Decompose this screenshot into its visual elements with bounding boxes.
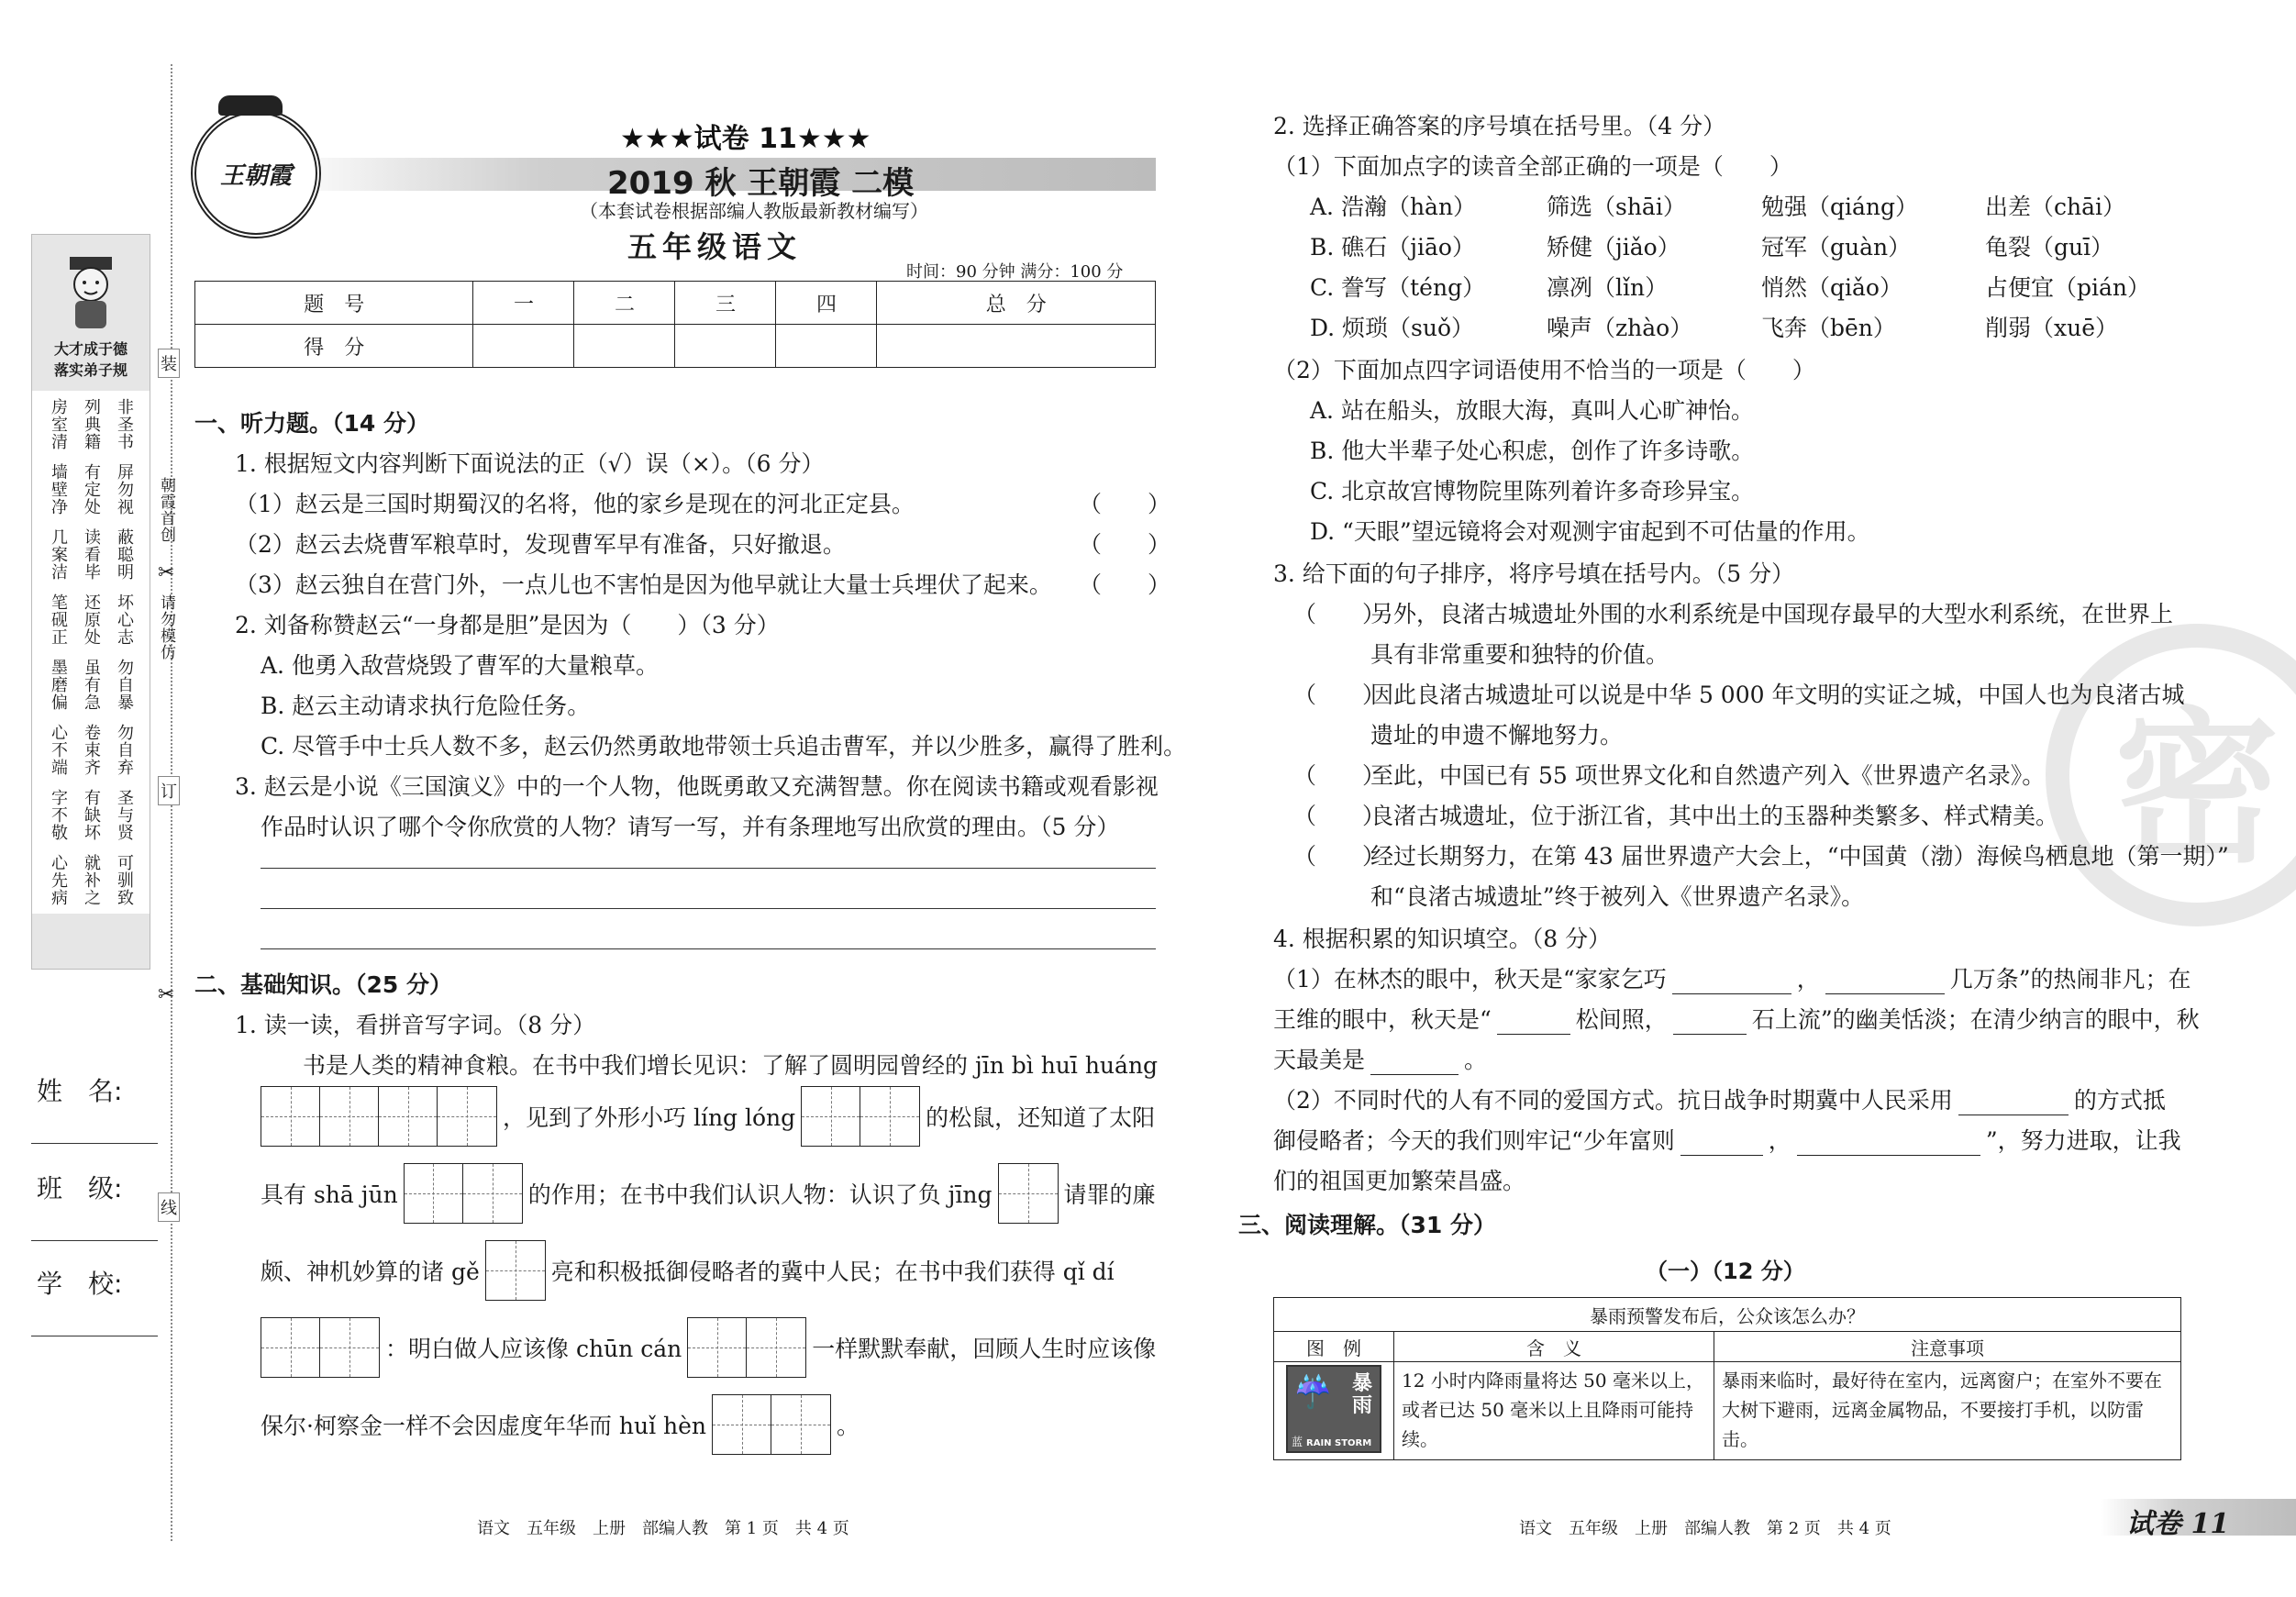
sentence-1-cont: 具有非常重要和独特的价值。 — [1370, 641, 1669, 668]
brand-logo — [191, 108, 321, 238]
motto-column: 读看毕 — [82, 528, 101, 581]
option-item: 悄然（qiǎo） — [1761, 274, 1902, 301]
fill-blank[interactable] — [1797, 1155, 1980, 1156]
sentence-5-cont: 和“良渚古城遗址”终于被列入《世界遗产名录》。 — [1370, 883, 1865, 910]
motto-column: 蔽聪明 — [115, 528, 134, 581]
scissors-icon: ✂ — [158, 561, 175, 584]
fill-text: ， — [1768, 1127, 1791, 1154]
tian-grid-2[interactable] — [801, 1086, 920, 1147]
fill-line: 们的祖国更加繁荣昌盛。 — [1273, 1168, 1526, 1194]
question-2: 2. 刘备称赞赵云“一身都是胆”是因为（ ）（3 分） — [235, 612, 780, 638]
icon-label-en: RAIN STORM — [1306, 1437, 1372, 1448]
fill-blank[interactable] — [1680, 1155, 1763, 1156]
motto-column: 有缺坏 — [82, 789, 101, 841]
writing-line[interactable] — [261, 948, 1156, 949]
option-a: A. 他勇入敌营烧毁了曹军的大量粮草。 — [261, 652, 659, 679]
option-item: 凛冽（lǐn） — [1547, 274, 1669, 301]
scissors-icon: ✂ — [158, 983, 175, 1006]
column-header: 含 义 — [1394, 1332, 1714, 1362]
scholar-cartoon — [59, 251, 123, 334]
order-paren[interactable]: （ ） — [1293, 601, 1386, 627]
motto-column: 可驯致 — [115, 854, 134, 906]
motto-column: 勿自弃 — [115, 724, 134, 776]
tian-grid-2[interactable] — [687, 1317, 806, 1378]
passage-text: 请罪的廉 — [1063, 1181, 1156, 1208]
score-table-row — [195, 282, 1156, 325]
motto-column: 几案洁 — [49, 528, 68, 581]
fill-text: 天最美是 — [1273, 1047, 1366, 1073]
motto-column: 列典籍 — [82, 398, 101, 450]
score-cell: 二 — [574, 282, 675, 325]
fill-text: 王维的眼中，秋天是“ — [1273, 1006, 1492, 1033]
answer-paren[interactable]: （ ） — [1079, 531, 1171, 558]
score-cell: 总 分 — [877, 282, 1156, 325]
passage-text: 亮和积极抵御侵略者的冀中人民；在书中我们获得 qǐ dí — [550, 1259, 1115, 1285]
motto-column: 坏心志 — [115, 593, 134, 646]
tian-grid-2[interactable] — [404, 1163, 523, 1224]
passage-text: 的作用；在书中我们认识人物：认识了负 jīng — [527, 1181, 993, 1208]
fill-line — [1273, 1002, 2200, 1035]
cloud-rain-icon: ☔ — [1293, 1373, 1333, 1411]
option-item: B. 礁石（jiāo） — [1310, 234, 1475, 261]
option-item: 筛选（shāi） — [1547, 194, 1686, 220]
option-item: A. 浩瀚（hàn） — [1310, 194, 1477, 220]
score-input-cell[interactable] — [877, 325, 1156, 368]
option-item: D. 烦琐（suǒ） — [1310, 315, 1475, 341]
reading-part-1: （一）（12 分） — [1646, 1259, 1805, 1284]
basic-question-1: 1. 读一读，看拼音写字词。（8 分） — [235, 1012, 596, 1038]
cartoon-caption: 落实弟子规 — [53, 361, 128, 379]
warning-table-header — [1274, 1332, 2181, 1362]
passage-text: 的松鼠，还知道了太阳 — [926, 1104, 1156, 1131]
option-b: B. 赵云主动请求执行危险任务。 — [261, 693, 591, 719]
sentence-2: 因此良渚古城遗址可以说是中华 5 000 年文明的实证之城，中国人也为良渚古城 — [1370, 682, 2185, 708]
sentence-5: 经过长期努力，在第 43 届世界遗产大会上，“中国黄（渤）海候鸟栖息地（第一期）” — [1370, 843, 2229, 870]
order-paren[interactable]: （ ） — [1293, 843, 1386, 870]
score-input-cell[interactable] — [776, 325, 877, 368]
fill-text: 几万条”的热闹非凡；在 — [1949, 966, 2191, 993]
watermark-char: 密 — [2113, 692, 2279, 885]
score-cell: 一 — [473, 282, 574, 325]
question-2: 2. 选择正确答案的序号填在括号里。（4 分） — [1273, 113, 1726, 139]
question-1-2: （2）赵云去烧曹军粮草时，发现曹军早有准备，只好撤退。 — [235, 531, 846, 558]
motto-column: 屏勿视 — [115, 463, 134, 516]
warning-table-row — [1274, 1362, 2181, 1460]
option-item: 冠军（guàn） — [1761, 234, 1912, 261]
icon-label-cn: 暴雨 — [1351, 1370, 1372, 1417]
warning-icon-cell — [1274, 1362, 1394, 1460]
paper-number: ★★★试卷 11★★★ — [620, 123, 871, 155]
fold-mark: 装 — [158, 349, 180, 378]
score-input-cell[interactable] — [473, 325, 574, 368]
sentence-3: 至此，中国已有 55 项世界文化和自然遗产列入《世界遗产名录》。 — [1370, 762, 2046, 789]
motto-grid — [32, 391, 150, 914]
passage-line — [261, 1317, 1156, 1378]
idiom-option-a: A. 站在船头，放眼大海，真叫人心旷神怡。 — [1310, 397, 1754, 424]
order-paren[interactable]: （ ） — [1293, 762, 1386, 789]
time-info: 时间：90 分钟 满分：100 分 — [906, 262, 1124, 282]
passage-text: 颇、神机妙算的诸 gě — [261, 1259, 480, 1285]
option-item: 噪声（zhào） — [1547, 315, 1693, 341]
fill-text: 松间照， — [1575, 1006, 1668, 1033]
warning-table-title-row — [1274, 1298, 2181, 1332]
score-cell: 三 — [675, 282, 776, 325]
page-footer-left: 语文 五年级 上册 部编人教 第 1 页 共 4 页 — [477, 1519, 849, 1538]
exam-title: 2019 秋 王朝霞 二模 — [607, 165, 915, 202]
section-1-title: 一、听力题。（14 分） — [194, 410, 429, 437]
idiom-option-d: D. “天眼”望远镜将会对观测宇宙起到不可估量的作用。 — [1310, 518, 1870, 545]
score-table — [194, 281, 1156, 368]
class-label: 班 级: — [37, 1173, 123, 1203]
fill-blank[interactable] — [1370, 1074, 1459, 1075]
fill-line — [1273, 1082, 2166, 1115]
motto-column: 心不端 — [49, 724, 68, 776]
passage-text: 保尔·柯察金一样不会因虚度年华而 huǐ hèn — [261, 1413, 707, 1439]
sentence-2-cont: 遗址的申遗不懈地努力。 — [1370, 722, 1624, 749]
score-cell: 得 分 — [195, 325, 473, 368]
option-item: 龟裂（guī） — [1985, 234, 2114, 261]
motto-column: 有定处 — [82, 463, 101, 516]
confidential-watermark — [2046, 624, 2296, 926]
motto-column: 墙壁净 — [49, 463, 68, 516]
idiom-option-c: C. 北京故宫博物院里陈列着许多奇珍异宝。 — [1310, 478, 1755, 505]
tian-grid-2[interactable] — [261, 1317, 380, 1378]
fill-text: 石上流”的幽美恬淡；在清少纳言的眼中，秋 — [1751, 1006, 2200, 1033]
sidebar-motto-panel — [31, 234, 150, 970]
tian-grid-1[interactable] — [998, 1163, 1059, 1224]
option-item: 矫健（jiǎo） — [1547, 234, 1680, 261]
order-paren[interactable]: （ ） — [1293, 803, 1386, 829]
rainstorm-warning-table — [1273, 1297, 2181, 1460]
passage-text: 。 — [837, 1413, 860, 1439]
motto-column: 房室清 — [49, 398, 68, 450]
passage-text: 具有 shā jūn — [261, 1181, 398, 1208]
score-cell: 题 号 — [195, 282, 473, 325]
fold-mark: 订 — [158, 776, 180, 805]
option-item: 出差（chāi） — [1985, 194, 2126, 220]
fill-line — [1273, 1042, 1487, 1075]
fill-line — [1273, 1123, 2181, 1156]
option-item: C. 誊写（téng） — [1310, 274, 1486, 301]
tian-grid-2[interactable] — [712, 1394, 831, 1455]
idiom-option-b: B. 他大半辈子处心积虑，创作了许多诗歌。 — [1310, 438, 1755, 464]
corner-paper-tag: 试卷 11 — [2126, 1508, 2230, 1540]
column-header: 注意事项 — [1714, 1332, 2181, 1362]
section-2-title: 二、基础知识。（25 分） — [194, 971, 452, 998]
sentence-1: 另外，良渚古城遗址外围的水利系统是中国现存最早的大型水利系统，在世界上 — [1370, 601, 2174, 627]
option-item: 占便宜（pián） — [1985, 274, 2151, 301]
passage-line: 书是人类的精神食粮。在书中我们增长见识：了解了圆明园曾经的 jīn bì huī huáng — [303, 1052, 1159, 1079]
option-item: 勉强（qiáng） — [1761, 194, 1919, 220]
score-cell: 四 — [776, 282, 877, 325]
motto-column: 勿自暴 — [115, 659, 134, 711]
option-item: 削弱（xuē） — [1985, 315, 2118, 341]
score-input-cell[interactable] — [574, 325, 675, 368]
motto-column: 墨磨偏 — [49, 659, 68, 711]
passage-text: ，见到了外形小巧 líng lóng — [503, 1104, 796, 1131]
answer-paren[interactable]: （ ） — [1079, 571, 1171, 598]
subject-title: 五年级语文 — [627, 229, 803, 264]
fill-text: （2）不同时代的人有不同的爱国方式。抗日战争时期冀中人民采用 — [1273, 1087, 1953, 1114]
school-label: 学 校: — [37, 1269, 123, 1299]
question-1: 1. 根据短文内容判断下面说法的正（√）误（×）。（6 分） — [235, 450, 825, 477]
question-3-line-1: 3. 赵云是小说《三国演义》中的一个人物，他既勇敢又充满智慧。你在阅读书籍或观看影视 — [235, 773, 1159, 800]
meaning-cell: 12 小时内降雨量将达 50 毫米以上，或者已达 50 毫米以上且降雨可能持续。 — [1394, 1362, 1714, 1460]
fill-text: 的方式抵 — [2073, 1087, 2166, 1114]
passage-text: 一样默默奉献，回顾人生时应该像 — [812, 1336, 1157, 1362]
exam-subtitle: （本套试卷根据部编人教版最新教材编写） — [580, 200, 928, 222]
motto-column: 笔砚正 — [49, 593, 68, 646]
motto-column: 虽有急 — [82, 659, 101, 711]
question-2-2: （2）下面加点四字词语使用不恰当的一项是（ ） — [1273, 357, 1815, 383]
logo-text: 王朝霞 — [219, 161, 292, 190]
section-3-title: 三、阅读理解。（31 分） — [1238, 1212, 1496, 1238]
fill-text: 。 — [1464, 1047, 1488, 1073]
passage-line — [261, 1163, 1156, 1224]
tian-grid-1[interactable] — [485, 1240, 546, 1301]
name-label: 姓 名: — [37, 1076, 123, 1106]
motto-column: 就补之 — [82, 854, 101, 906]
sentence-4: 良渚古城遗址，位于浙江省，其中出土的玉器种类繁多、样式精美。 — [1370, 803, 2059, 829]
page-footer-right: 语文 五年级 上册 部编人教 第 2 页 共 4 页 — [1519, 1519, 1891, 1538]
motto-column: 心先病 — [49, 854, 68, 906]
motto-column: 非圣书 — [115, 398, 134, 450]
motto-column: 圣与贤 — [115, 789, 134, 841]
fill-text: 御侵略者；今天的我们则牢记“少年富则 — [1273, 1127, 1675, 1154]
fill-blank[interactable] — [1825, 993, 1945, 994]
writing-line[interactable] — [261, 908, 1156, 909]
fill-blank[interactable] — [1497, 1034, 1570, 1035]
rainstorm-icon — [1286, 1365, 1381, 1453]
fill-text: ， — [1796, 966, 1820, 993]
vertical-note: 请勿模仿 — [157, 594, 175, 660]
motto-column: 字不敬 — [49, 789, 68, 841]
cartoon-caption: 大才成于德 — [53, 340, 128, 358]
column-header: 图 例 — [1274, 1332, 1394, 1362]
fill-line — [1273, 961, 2191, 994]
icon-level: 蓝 — [1292, 1435, 1303, 1448]
question-4: 4. 根据积累的知识填空。（8 分） — [1273, 926, 1612, 952]
question-3: 3. 给下面的句子排序，将序号填在括号内。（5 分） — [1273, 560, 1795, 587]
passage-line — [261, 1240, 1115, 1301]
vertical-note: 朝霞首创 — [157, 477, 175, 543]
option-c: C. 尽管手中士兵人数不多，赵云仍然勇敢地带领士兵追击曹军，并以少胜多，赢得了胜利。 — [261, 733, 1187, 760]
question-2-1: （1）下面加点字的读音全部正确的一项是（ ） — [1273, 153, 1792, 180]
warning-table-title: 暴雨预警发布后，公众该怎么办？ — [1274, 1298, 2181, 1332]
fill-blank[interactable] — [1673, 1034, 1747, 1035]
score-input-cell[interactable] — [675, 325, 776, 368]
passage-line — [261, 1394, 860, 1455]
name-field[interactable] — [31, 1143, 158, 1144]
question-3-line-2: 作品时认识了哪个令你欣赏的人物？请写一写，并有条理地写出欣赏的理由。（5 分） — [261, 814, 1120, 840]
fill-blank[interactable] — [1672, 993, 1791, 994]
motto-column: 卷束齐 — [82, 724, 101, 776]
passage-line — [261, 1086, 1155, 1147]
notes-cell: 暴雨来临时，最好待在室内，远离窗户；在室外不要在大树下避雨，远离金属物品，不要接打手机，以防雷击。 — [1714, 1362, 2181, 1460]
option-item: 飞奔（bēn） — [1761, 315, 1896, 341]
logo-crown — [218, 95, 283, 116]
score-table-row — [195, 325, 1156, 368]
passage-text: ：明白做人应该像 chūn cán — [385, 1336, 682, 1362]
fill-text: ”，努力进取，让我 — [1985, 1127, 2181, 1154]
motto-column: 还原处 — [82, 593, 101, 646]
tian-grid-4[interactable] — [261, 1086, 497, 1147]
writing-line[interactable] — [261, 868, 1156, 869]
order-paren[interactable]: （ ） — [1293, 682, 1386, 708]
answer-paren[interactable]: （ ） — [1079, 491, 1171, 517]
class-field[interactable] — [31, 1240, 158, 1241]
question-1-1: （1）赵云是三国时期蜀汉的名将，他的家乡是现在的河北正定县。 — [235, 491, 915, 517]
fold-mark: 线 — [158, 1192, 180, 1222]
question-1-3: （3）赵云独自在营门外，一点儿也不害怕是因为他早就让大量士兵埋伏了起来。 — [235, 571, 1052, 598]
fill-text: （1）在林杰的眼中，秋天是“家家乞巧 — [1273, 966, 1667, 993]
